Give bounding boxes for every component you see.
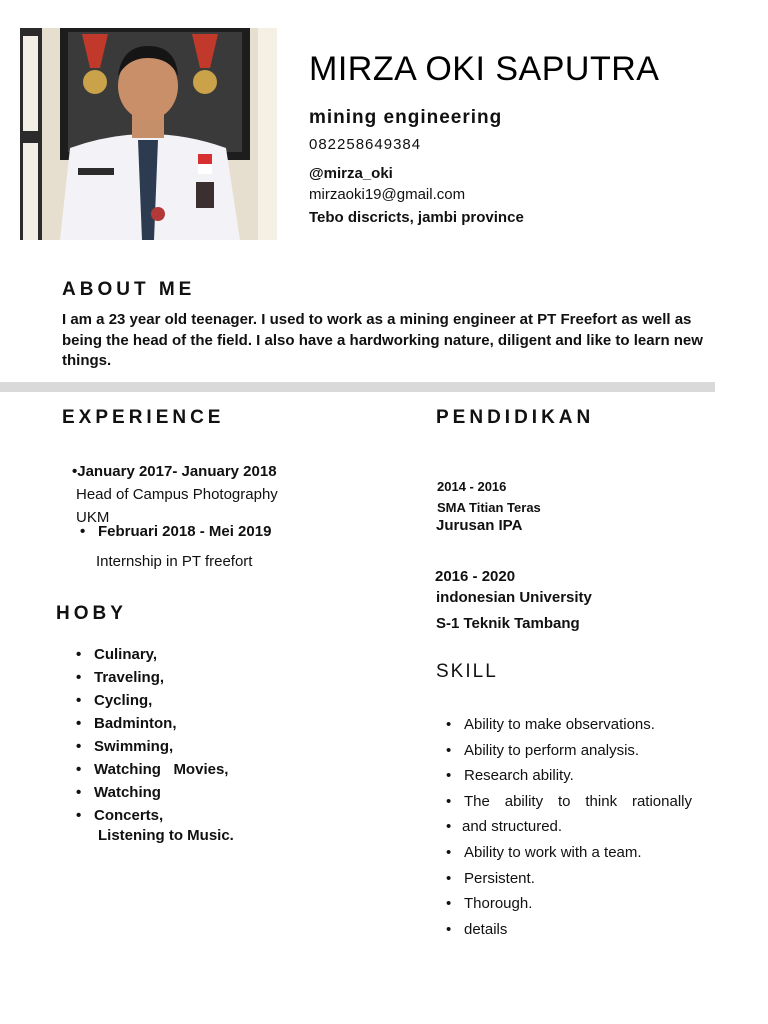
list-item: • Traveling, (76, 666, 228, 689)
experience-heading: EXPERIENCE (62, 407, 225, 428)
home-address: Tebo discricts, jambi province (309, 209, 524, 226)
list-item: • Ability to make observations. (446, 712, 692, 738)
list-item: • Thorough. (446, 891, 692, 917)
about-heading: ABOUT ME (62, 279, 196, 300)
education-item-major: Jurusan IPA (436, 517, 523, 534)
hoby-heading: HOBY (56, 603, 127, 624)
full-name: MIRZA OKI SAPUTRA (309, 50, 660, 88)
experience-item-period: •January 2017- January 2018 (72, 463, 277, 480)
social-handle: @mirza_oki (309, 165, 393, 182)
job-title: mining engineering (309, 107, 503, 128)
list-item-continuation (446, 814, 692, 840)
experience-item-period-text: Februari 2018 - Mei 2019 (98, 523, 272, 540)
list-item: • Research ability. (446, 763, 692, 789)
education-item-school: indonesian University (436, 589, 592, 606)
list-item: • Persistent. (446, 866, 692, 892)
list-item: • Ability to work with a team. (446, 840, 692, 866)
education-item-school: SMA Titian Teras (437, 500, 541, 515)
experience-item-period (80, 523, 271, 540)
list-item: • Watching (76, 781, 228, 804)
list-item-continuation-text: and structured. (462, 818, 563, 836)
list-item: • Ability to perform analysis. (446, 738, 692, 764)
experience-item-org: UKM (76, 509, 110, 526)
experience-item-role: Internship in PT freefort (96, 553, 253, 570)
education-heading: PENDIDIKAN (436, 407, 595, 428)
list-item: • details (446, 917, 692, 943)
education-item-period: 2014 - 2016 (437, 479, 507, 494)
section-divider (0, 382, 715, 392)
education-item-major: S-1 Teknik Tambang (436, 615, 580, 632)
hoby-list (76, 643, 228, 827)
hoby-extra-item: Listening to Music. (98, 827, 234, 844)
list-item: • Badminton, (76, 712, 228, 735)
experience-item-role: Head of Campus Photography (76, 486, 278, 503)
skill-list (446, 712, 692, 942)
email-address: mirzaoki19@gmail.com (309, 186, 466, 203)
list-item: • Watching Movies, (76, 758, 228, 781)
skill-heading: SKILL (436, 661, 498, 682)
education-item-period: 2016 - 2020 (435, 568, 516, 585)
profile-photo-graphic (20, 28, 277, 240)
list-item: • Concerts, (76, 804, 228, 827)
list-item: • Cycling, (76, 689, 228, 712)
list-item: • Swimming, (76, 735, 228, 758)
list-item: • Culinary, (76, 643, 228, 666)
profile-photo (20, 28, 277, 240)
list-item: • The ability to think rationally (446, 789, 692, 815)
bullet-glyph: • (80, 523, 86, 540)
about-text: I am a 23 year old teenager. I used to work as a mining engineer at PT Freefort as well as being the head of the field. I also have a hardworking nature, diligent and like to learn new things. (62, 311, 703, 369)
phone-number: 082258649384 (309, 136, 422, 153)
